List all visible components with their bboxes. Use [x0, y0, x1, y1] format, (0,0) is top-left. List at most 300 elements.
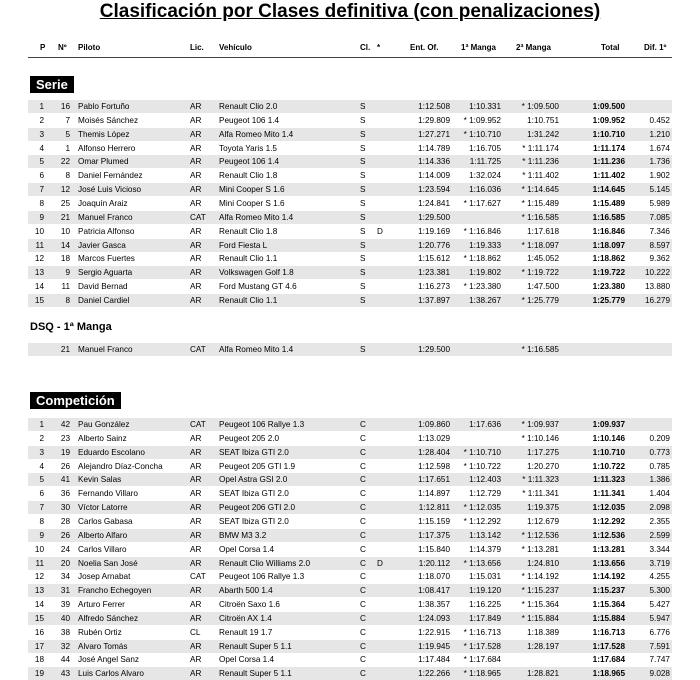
cell-licence: AR — [190, 586, 202, 596]
cell-licence: AR — [190, 268, 202, 278]
cell-licence: AR — [190, 461, 202, 471]
cell-position: 13 — [34, 268, 44, 278]
cell-number: 43 — [60, 669, 70, 679]
cell-licence: AR — [190, 516, 202, 526]
col-m2: 2ª Manga — [516, 43, 551, 52]
cell-class: C — [360, 641, 366, 651]
cell-ent-of: 1:19.945 — [418, 641, 450, 651]
cell-manga-2: * 1:15.489 — [521, 198, 559, 208]
cell-licence: CAT — [190, 345, 206, 354]
cell-diff: 10.222 — [644, 268, 670, 278]
cell-vehicle: Peugeot 106 Rallye 1.3 — [219, 420, 305, 429]
cell-ent-of: 1:12.508 — [418, 102, 450, 111]
cell-driver: Joaquín Araiz — [78, 198, 128, 208]
cell-manga-2: 1:12.679 — [527, 516, 559, 526]
table-row — [28, 114, 672, 127]
cell-manga-1: 1:16.705 — [469, 143, 501, 153]
cell-manga-2: * 1:19.722 — [521, 268, 559, 278]
table-row — [28, 100, 672, 113]
cell-total: 1:19.722 — [592, 268, 625, 278]
cell-position: 10 — [34, 226, 44, 236]
cell-class: C — [360, 530, 366, 540]
cell-driver: Themis López — [78, 129, 130, 139]
cell-number: 25 — [60, 198, 70, 208]
cell-position: 10 — [34, 544, 44, 554]
cell-ent-of: 1:17.651 — [418, 475, 450, 485]
cell-manga-2: 1:28.821 — [527, 669, 559, 679]
cell-vehicle: Opel Corsa 1.4 — [219, 655, 275, 665]
cell-vehicle: Mini Cooper S 1.6 — [219, 185, 285, 195]
table-row — [28, 142, 672, 155]
cell-licence: AR — [190, 447, 202, 457]
cell-position: 6 — [39, 171, 44, 181]
cell-total: 1:10.722 — [592, 461, 625, 471]
cell-number: 22 — [60, 157, 70, 167]
cell-manga-2: * 1:15.364 — [521, 600, 559, 610]
cell-vehicle: Renault Clio 1.1 — [219, 295, 278, 305]
cell-number: 19 — [60, 447, 70, 457]
cell-diff: 7.346 — [649, 226, 670, 236]
cell-ent-of: 1:08.417 — [418, 586, 450, 596]
table-row — [28, 446, 672, 459]
cell-driver: Pau González — [78, 420, 130, 429]
cell-class: C — [360, 655, 366, 665]
cell-driver: Daniel Cardiel — [78, 295, 130, 305]
cell-manga-1: 1:12.729 — [469, 489, 501, 499]
cell-diff: 1.404 — [649, 489, 670, 499]
cell-flag: D — [377, 226, 383, 236]
table-row — [28, 584, 672, 597]
cell-total: 1:11.236 — [593, 157, 625, 167]
cell-total: 1:14.645 — [592, 185, 625, 195]
cell-position: 14 — [34, 282, 44, 292]
section-serie-heading: Serie — [30, 76, 74, 93]
cell-driver: Patricia Alfonso — [78, 226, 135, 236]
cell-position: 3 — [39, 447, 44, 457]
cell-number: 34 — [60, 572, 70, 582]
cell-manga-1: 1:17.849 — [469, 613, 501, 623]
table-row — [28, 653, 672, 666]
col-lic: Lic. — [190, 43, 204, 52]
cell-total: 1:09.937 — [592, 420, 625, 429]
col-ent: Ent. Of. — [410, 43, 439, 52]
cell-number: 14 — [60, 240, 70, 250]
cell-diff: 7.747 — [649, 655, 670, 665]
cell-vehicle: Abarth 500 1.4 — [219, 586, 273, 596]
cell-vehicle: Peugeot 206 GTI 2.0 — [219, 503, 296, 513]
cell-position: 1 — [39, 102, 44, 111]
cell-manga-2: * 1:11.174 — [522, 143, 559, 153]
cell-licence: AR — [190, 240, 202, 250]
cell-total: 1:15.237 — [592, 586, 625, 596]
cell-class: C — [360, 420, 366, 429]
cell-manga-1: 1:17.636 — [469, 420, 501, 429]
cell-driver: Omar Plumed — [78, 157, 129, 167]
cell-diff: 1.902 — [649, 171, 670, 181]
cell-licence: AR — [190, 295, 202, 305]
cell-licence: AR — [190, 171, 202, 181]
cell-position: 8 — [39, 516, 44, 526]
cell-driver: Noelia San José — [78, 558, 138, 568]
cell-class: C — [360, 544, 366, 554]
cell-number: 41 — [60, 475, 70, 485]
cell-vehicle: Renault Super 5 1.1 — [219, 641, 292, 651]
cell-manga-1: 1:14.379 — [469, 544, 501, 554]
cell-licence: AR — [190, 641, 202, 651]
cell-total: 1:15.489 — [592, 198, 625, 208]
cell-driver: Alejandro Díaz-Concha — [78, 461, 163, 471]
cell-driver: Fernando Villaro — [78, 489, 138, 499]
table-row — [28, 543, 672, 556]
table-row — [28, 557, 672, 570]
cell-manga-1: 1:10.331 — [469, 102, 501, 111]
cell-class: C — [360, 489, 366, 499]
cell-ent-of: 1:22.915 — [418, 627, 450, 637]
cell-vehicle: Renault Clio 1.8 — [219, 226, 278, 236]
cell-manga-1: * 1:12.035 — [463, 503, 501, 513]
cell-ent-of: 1:14.009 — [418, 171, 450, 181]
cell-vehicle: Renault 19 1.7 — [219, 627, 273, 637]
cell-class: C — [360, 516, 366, 526]
cell-licence: CAT — [190, 212, 206, 222]
cell-vehicle: SEAT Ibiza GTI 2.0 — [219, 516, 289, 526]
cell-total: 1:12.035 — [592, 503, 625, 513]
cell-manga-2: * 1:13.281 — [521, 544, 559, 554]
cell-manga-2: 1:17.275 — [527, 447, 559, 457]
cell-licence: AR — [190, 489, 202, 499]
cell-vehicle: Alfa Romeo Mito 1.4 — [219, 212, 294, 222]
cell-driver: Carlos Villaro — [78, 544, 127, 554]
cell-driver: Rubén Ortiz — [78, 627, 122, 637]
cell-licence: AR — [190, 558, 202, 568]
cell-manga-2: 1:17.618 — [527, 226, 559, 236]
cell-total: 1:13.656 — [592, 558, 625, 568]
cell-number: 31 — [60, 586, 70, 596]
cell-total: 1:12.292 — [592, 516, 625, 526]
cell-manga-1: * 1:13.656 — [463, 558, 501, 568]
cell-class: S — [360, 115, 366, 125]
cell-position: 15 — [34, 613, 44, 623]
cell-manga-1: 1:19.120 — [469, 586, 501, 596]
cell-class: C — [360, 669, 366, 679]
cell-vehicle: Citroën AX 1.4 — [219, 613, 272, 623]
cell-driver: Alfonso Herrero — [78, 143, 136, 153]
cell-manga-2: 1:31.242 — [527, 129, 559, 139]
table-row — [28, 239, 672, 252]
table-row — [28, 225, 672, 238]
cell-number: 26 — [60, 461, 70, 471]
cell-licence: AR — [190, 600, 202, 610]
cell-total: 1:10.146 — [592, 433, 625, 443]
cell-licence: CAT — [190, 420, 206, 429]
cell-manga-2: * 1:12.536 — [521, 530, 559, 540]
cell-ent-of: 1:14.789 — [418, 143, 450, 153]
cell-diff: 6.776 — [649, 627, 670, 637]
cell-driver: Manuel Franco — [78, 212, 133, 222]
col-piloto: Piloto — [78, 43, 101, 52]
cell-total: 1:13.281 — [592, 544, 625, 554]
cell-ent-of: 1:20.776 — [418, 240, 450, 250]
cell-class: C — [360, 627, 366, 637]
column-header — [0, 43, 700, 56]
cell-manga-1: * 1:17.627 — [463, 198, 501, 208]
cell-number: 42 — [60, 420, 70, 429]
cell-vehicle: Alfa Romeo Mito 1.4 — [219, 345, 294, 354]
cell-position: 11 — [35, 558, 44, 568]
cell-position: 7 — [39, 185, 44, 195]
cell-driver: Marcos Fuertes — [78, 254, 135, 264]
cell-vehicle: Peugeot 106 1.4 — [219, 115, 280, 125]
cell-class: S — [360, 129, 366, 139]
cell-position: 6 — [39, 489, 44, 499]
cell-number: 24 — [60, 544, 70, 554]
cell-licence: AR — [190, 475, 202, 485]
cell-diff: 1.210 — [649, 129, 670, 139]
cell-driver: Víctor Latorre — [78, 503, 128, 513]
cell-vehicle: Opel Astra GSI 2.0 — [219, 475, 288, 485]
cell-driver: Kevin Salas — [78, 475, 122, 485]
table-row — [28, 612, 672, 625]
cell-driver: Alberto Sainz — [78, 433, 127, 443]
cell-total: 1:17.684 — [592, 655, 625, 665]
cell-flag: D — [377, 558, 383, 568]
cell-licence: AR — [190, 669, 202, 679]
cell-number: 10 — [60, 226, 70, 236]
cell-ent-of: 1:16.273 — [418, 282, 450, 292]
cell-licence: CAT — [190, 572, 206, 582]
cell-class: C — [360, 586, 366, 596]
cell-ent-of: 1:27.271 — [418, 129, 450, 139]
cell-manga-2: * 1:14.192 — [521, 572, 559, 582]
col-p: P — [40, 43, 46, 52]
cell-driver: Manuel Franco — [78, 345, 133, 354]
cell-number: 40 — [60, 613, 70, 623]
cell-manga-1: * 1:18.862 — [463, 254, 501, 264]
cell-licence: AR — [190, 613, 202, 623]
cell-vehicle: Ford Mustang GT 4.6 — [219, 282, 297, 292]
cell-manga-2: * 1:16.585 — [521, 345, 559, 354]
cell-total: 1:16.713 — [592, 627, 625, 637]
table-row — [28, 640, 672, 653]
table-row — [28, 197, 672, 210]
cell-driver: Alfredo Sánchez — [78, 613, 139, 623]
cell-ent-of: 1:24.093 — [418, 613, 450, 623]
cell-position: 4 — [39, 143, 44, 153]
cell-manga-2: * 1:15.884 — [521, 613, 559, 623]
cell-diff: 3.344 — [649, 544, 670, 554]
cell-number: 23 — [60, 433, 70, 443]
cell-total: 1:17.528 — [592, 641, 625, 651]
cell-position: 12 — [34, 572, 44, 582]
cell-number: 5 — [65, 129, 70, 139]
cell-ent-of: 1:29.500 — [418, 212, 450, 222]
cell-vehicle: Peugeot 106 1.4 — [219, 157, 280, 167]
cell-ent-of: 1:29.500 — [418, 345, 450, 354]
cell-total: 1:15.884 — [592, 613, 625, 623]
cell-position: 15 — [34, 295, 44, 305]
cell-licence: AR — [190, 433, 202, 443]
cell-driver: Arturo Ferrer — [78, 600, 125, 610]
cell-number: 8 — [65, 171, 70, 181]
col-dif: Dif. 1º — [644, 43, 667, 52]
cell-vehicle: Volkswagen Golf 1.8 — [219, 268, 294, 278]
cell-ent-of: 1:38.357 — [418, 600, 450, 610]
cell-manga-2: * 1:16.585 — [521, 212, 559, 222]
cell-class: C — [360, 461, 366, 471]
cell-vehicle: Renault Clio 1.1 — [219, 254, 278, 264]
cell-total: 1:11.341 — [593, 489, 625, 499]
cell-vehicle: Ford Fiesta L — [219, 240, 268, 250]
cell-vehicle: Alfa Romeo Mito 1.4 — [219, 129, 294, 139]
cell-manga-1: 1:16.225 — [469, 600, 501, 610]
cell-manga-2: * 1:09.937 — [521, 420, 559, 429]
cell-diff: 2.355 — [649, 516, 670, 526]
col-star: * — [377, 43, 381, 52]
cell-vehicle: Opel Corsa 1.4 — [219, 544, 275, 554]
cell-position: 2 — [39, 433, 44, 443]
cell-total: 1:23.380 — [592, 282, 625, 292]
cell-ent-of: 1:15.840 — [418, 544, 450, 554]
cell-diff: 5.145 — [649, 185, 670, 195]
cell-vehicle: Toyota Yaris 1.5 — [219, 143, 277, 153]
cell-vehicle: Peugeot 205 2.0 — [219, 433, 280, 443]
cell-licence: AR — [190, 185, 202, 195]
cell-position: 11 — [35, 240, 44, 250]
cell-licence: AR — [190, 157, 202, 167]
cell-diff: 9.028 — [649, 669, 670, 679]
cell-class: C — [360, 447, 366, 457]
cell-number: 21 — [60, 345, 70, 354]
cell-diff: 13.880 — [644, 282, 670, 292]
cell-manga-1: * 1:16.846 — [463, 226, 501, 236]
cell-diff: 8.597 — [649, 240, 670, 250]
cell-licence: AR — [190, 226, 202, 236]
cell-manga-2: * 1:25.779 — [521, 295, 559, 305]
cell-position: 3 — [39, 129, 44, 139]
cell-class: C — [360, 558, 366, 568]
table-row — [28, 418, 672, 431]
cell-number: 21 — [60, 212, 70, 222]
cell-total: 1:14.192 — [592, 572, 625, 582]
cell-position: 18 — [34, 655, 44, 665]
cell-diff: 0.773 — [649, 447, 670, 457]
cell-manga-2: 1:28.197 — [527, 641, 559, 651]
cell-manga-2: * 1:11.236 — [522, 157, 559, 167]
cell-position: 1 — [39, 420, 44, 429]
cell-vehicle: Mini Cooper S 1.6 — [219, 198, 285, 208]
table-row — [28, 626, 672, 639]
table-row — [28, 473, 672, 486]
cell-ent-of: 1:22.266 — [418, 669, 450, 679]
cell-vehicle: SEAT Ibiza GTI 2.0 — [219, 447, 289, 457]
cell-driver: Carlos Gabasa — [78, 516, 133, 526]
cell-number: 32 — [60, 641, 70, 651]
cell-manga-1: * 1:17.684 — [463, 655, 501, 665]
cell-manga-1: 1:12.403 — [469, 475, 501, 485]
cell-driver: Alberto Alfaro — [78, 530, 128, 540]
cell-ent-of: 1:24.841 — [418, 198, 450, 208]
cell-position: 12 — [34, 254, 44, 264]
cell-diff: 2.098 — [649, 503, 670, 513]
cell-vehicle: SEAT Ibiza GTI 2.0 — [219, 489, 289, 499]
cell-manga-1: * 1:10.710 — [463, 129, 501, 139]
cell-diff: 9.362 — [649, 254, 670, 264]
cell-class: S — [360, 185, 366, 195]
cell-number: 7 — [65, 115, 70, 125]
cell-ent-of: 1:28.404 — [418, 447, 450, 457]
cell-ent-of: 1:15.612 — [418, 254, 450, 264]
cell-vehicle: Renault Clio 1.8 — [219, 171, 278, 181]
table-row — [28, 266, 672, 279]
col-n: Nº — [58, 43, 67, 52]
section-dsq-heading: DSQ - 1ª Manga — [30, 321, 112, 333]
cell-manga-2: * 1:18.097 — [521, 240, 559, 250]
cell-manga-1: * 1:16.713 — [463, 627, 501, 637]
table-row — [28, 211, 672, 224]
cell-licence: AR — [190, 282, 202, 292]
cell-manga-2: 1:19.375 — [527, 503, 559, 513]
cell-diff: 5.947 — [649, 613, 670, 623]
cell-diff: 1.386 — [649, 475, 670, 485]
table-row — [28, 183, 672, 196]
cell-manga-1: * 1:17.528 — [463, 641, 501, 651]
cell-number: 8 — [65, 295, 70, 305]
cell-ent-of: 1:23.381 — [418, 268, 450, 278]
cell-total: 1:25.779 — [592, 295, 625, 305]
cell-manga-1: * 1:23.380 — [463, 282, 501, 292]
cell-total: 1:11.174 — [593, 143, 625, 153]
cell-position: 17 — [34, 641, 44, 651]
cell-class: C — [360, 475, 366, 485]
cell-vehicle: Renault Super 5 1.1 — [219, 669, 292, 679]
cell-vehicle: Peugeot 106 Rallye 1.3 — [219, 572, 305, 582]
cell-ent-of: 1:14.897 — [418, 489, 450, 499]
cell-manga-1: * 1:12.292 — [463, 516, 501, 526]
table-row — [28, 501, 672, 514]
cell-number: 39 — [60, 600, 70, 610]
cell-manga-1: 1:19.333 — [469, 240, 501, 250]
table-row — [28, 460, 672, 473]
cell-class: S — [360, 171, 366, 181]
cell-driver: Josep Arnabat — [78, 572, 131, 582]
cell-diff: 2.599 — [649, 530, 670, 540]
cell-class: C — [360, 600, 366, 610]
table-row — [28, 294, 672, 307]
cell-manga-1: 1:15.031 — [469, 572, 501, 582]
cell-position: 9 — [39, 530, 44, 540]
cell-total: 1:11.402 — [593, 171, 625, 181]
cell-class: C — [360, 503, 366, 513]
cell-ent-of: 1:19.169 — [418, 226, 450, 236]
cell-number: 20 — [60, 558, 70, 568]
header-divider — [28, 57, 672, 58]
cell-manga-2: * 1:11.323 — [522, 475, 559, 485]
cell-number: 18 — [60, 254, 70, 264]
cell-diff: 16.279 — [644, 295, 670, 305]
cell-total: 1:18.097 — [592, 240, 625, 250]
table-row — [28, 598, 672, 611]
cell-manga-2: 1:18.389 — [527, 627, 559, 637]
cell-diff: 3.719 — [649, 558, 670, 568]
cell-diff: 1.674 — [649, 143, 670, 153]
cell-driver: Moisés Sánchez — [78, 115, 139, 125]
col-m1: 1ª Manga — [461, 43, 496, 52]
cell-number: 44 — [60, 655, 70, 665]
cell-vehicle: Renault Clio Williams 2.0 — [219, 558, 311, 568]
cell-manga-1: 1:13.142 — [469, 530, 501, 540]
cell-driver: Sergio Aguarta — [78, 268, 133, 278]
cell-total: 1:15.364 — [592, 600, 625, 610]
